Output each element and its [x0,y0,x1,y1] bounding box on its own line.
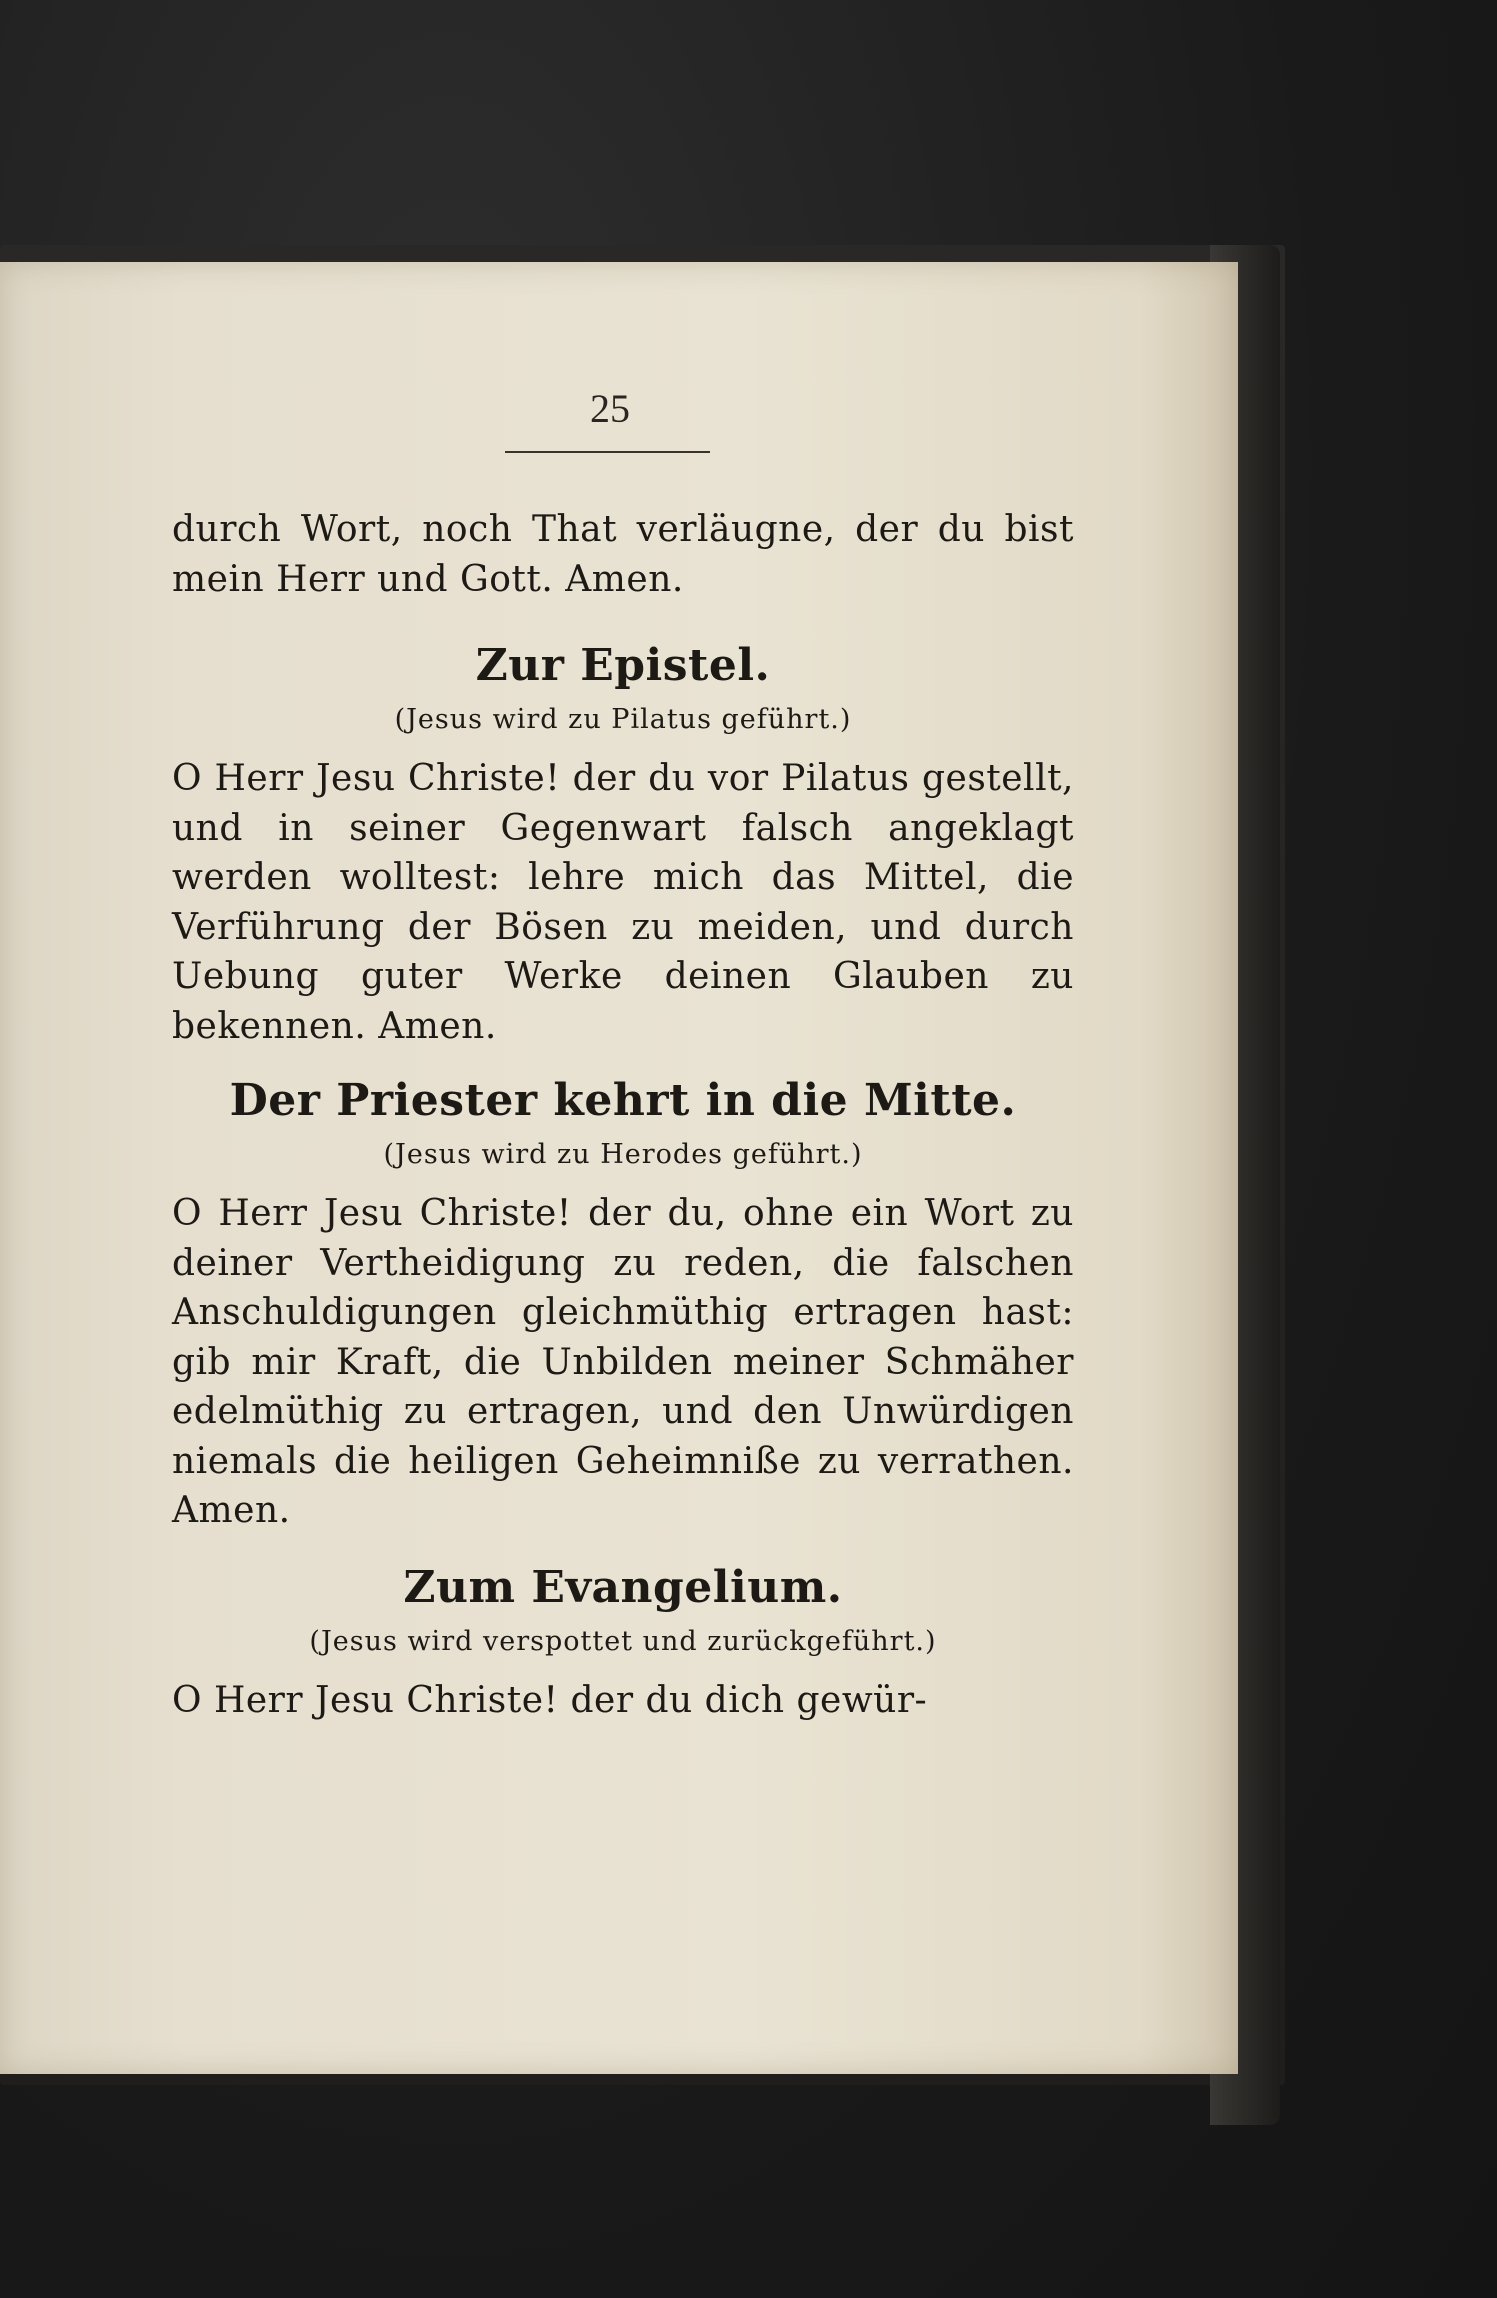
paragraph-epistel-prayer: O Herr Jesu Christe! der du vor Pilatus gestellt, und in seiner Gegenwart falsch angeklagt werden wolltest: lehre mich das Mittel, die Verführung der Bösen zu meiden, und durch Uebung guter Werke deinen Glauben zu bekennen. Amen. [172,758,1074,1047]
subheading-verspottet: (Jesus wird verspottet und zurückgeführt.) [309,1625,937,1657]
page-number: 25 [590,386,630,431]
heading-zur-epistel: Zur Epistel. [475,640,771,691]
subheading-pilatus: (Jesus wird zu Pilatus geführt.) [394,704,852,735]
heading-priester-mitte: Der Priester kehrt in die Mitte. [229,1075,1017,1126]
page-text [172,505,1074,1725]
paragraph-evangelium-prayer: O Herr Jesu Christe! der du dich gewür- [172,1679,928,1721]
paragraph-closing-prayer: durch Wort, noch That verläugne, der du bist mein Herr und Gott. Amen. [172,509,1074,600]
paragraph-herodes-prayer: O Herr Jesu Christe! der du, ohne ein Wort zu deiner Vertheidigung zu reden, die falschen Anschuldigungen gleichmüthig ertragen hast: gib mir Kraft, die Unbilden meiner Schmäher edelmüthig zu ertragen, und den Unwürdigen niemals die heiligen Geheimniße zu verrathen. Amen. [172,1193,1074,1531]
subheading-herodes: (Jesus wird zu Herodes geführt.) [383,1139,863,1170]
heading-zum-evangelium: Zum Evangelium. [403,1561,843,1613]
page-number-rule [505,451,710,453]
